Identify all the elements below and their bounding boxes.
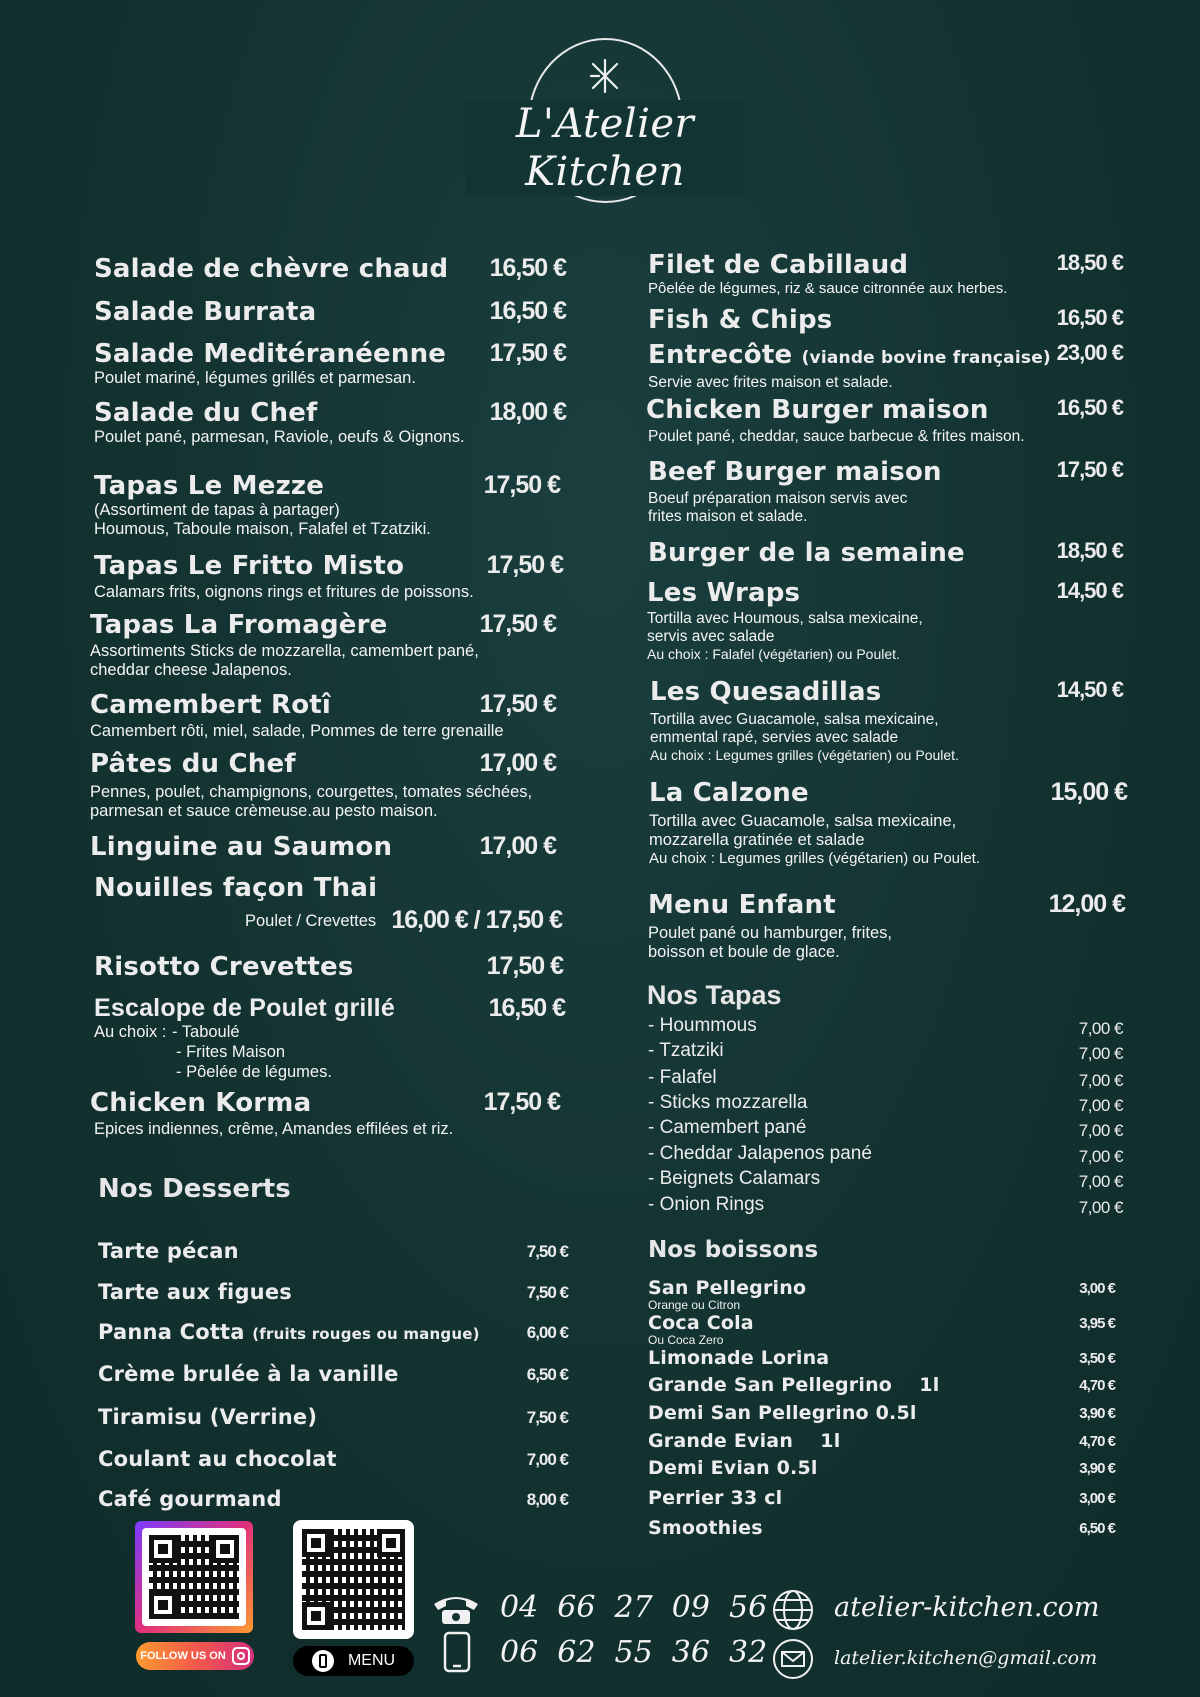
item-name: Demi San Pellegrino 0.5l [648, 1402, 917, 1424]
item-name: Tapas La Fromagère [90, 610, 388, 640]
globe-icon [771, 1588, 815, 1632]
item-desc: boisson et boule de glace. [648, 943, 840, 961]
item-name: La Calzone [649, 778, 809, 808]
dessert-item [98, 1487, 568, 1511]
item-price: 18,50 € [1056, 538, 1123, 563]
item-name: Burger de la semaine [648, 538, 965, 568]
item-name: Chicken Burger maison [646, 395, 989, 425]
item-desc: cheddar cheese Jalapenos. [90, 661, 292, 679]
drink-item [648, 1312, 1115, 1347]
item-desc: servis avec salade [647, 628, 775, 645]
tapas-title: Nos Tapas [647, 980, 782, 1010]
menu-item [649, 778, 1127, 867]
menu-item [94, 952, 566, 982]
item-desc: Poulet mariné, légumes grillés et parmesan. [94, 369, 416, 387]
drink-item [648, 1402, 1115, 1424]
item-desc: mozzarella gratinée et salade [649, 831, 865, 849]
fork-knife-icon [585, 56, 625, 96]
item-name: Beef Burger maison [648, 457, 942, 487]
item-price: 7,00 € [1078, 1071, 1123, 1090]
item-price: 7,00 € [1078, 1096, 1123, 1115]
item-desc: Tortilla avec Guacamole, salsa mexicaine, [650, 711, 939, 728]
menu-item [648, 340, 1123, 392]
item-note: Au choix : Legumes grilles (végétarien) ou Poulet. [650, 747, 959, 763]
item-desc: Camembert rôti, miel, salade, Pommes de terre grenaille [90, 722, 504, 740]
item-desc: Tortilla avec Houmous, salsa mexicaine, [647, 610, 923, 627]
item-name: Grande San Pellegrino 1l [648, 1374, 940, 1396]
tapa-item [648, 1015, 1123, 1037]
item-name: Les Wraps [647, 578, 801, 608]
item-price: 7,00 € [1078, 1044, 1123, 1063]
item-price: 3,90 € [1079, 1405, 1115, 1422]
item-desc: parmesan et sauce crèmeuse.au pesto maison. [90, 802, 438, 820]
drink-item [648, 1277, 1115, 1312]
dessert-item [98, 1239, 568, 1263]
instagram-qr-code[interactable] [135, 1521, 253, 1633]
item-name: Les Quesadillas [650, 677, 882, 707]
item-price: 3,00 € [1079, 1280, 1115, 1297]
menu-item [94, 994, 566, 1083]
menu-item [94, 339, 566, 388]
item-sub: Orange ou Citron [648, 1298, 741, 1312]
item-name: Pâtes du Chef [90, 749, 296, 779]
item-price: 17,50 € [486, 551, 563, 579]
item-name: Tarte pécan [98, 1239, 239, 1263]
item-desc: Poulet pané ou hamburger, frites, [648, 924, 892, 942]
item-price: 7,50 € [526, 1283, 568, 1302]
item-price: 17,50 € [489, 339, 566, 367]
menu-item [94, 471, 566, 539]
menu-item [90, 1088, 566, 1139]
item-name: Salade Burrata [94, 297, 317, 327]
item-variant: Poulet / Crevettes [245, 912, 377, 930]
menu-item [648, 457, 1123, 526]
follow-label: FOLLOW US ON [140, 1650, 226, 1662]
item-name: Tapas Le Fritto Misto [94, 551, 405, 581]
tapa-item [648, 1092, 1123, 1114]
drink-item [648, 1374, 1115, 1396]
item-name: Smoothies [648, 1517, 763, 1539]
item-desc: (Assortiment de tapas à partager) [94, 501, 340, 519]
menu-item [648, 538, 1123, 568]
item-price: 17,50 € [479, 690, 556, 718]
item-price: 7,50 € [526, 1408, 568, 1427]
tapa-item [648, 1168, 1123, 1190]
item-price: 18,50 € [1056, 250, 1123, 275]
item-name-text: Panna Cotta [98, 1320, 245, 1344]
item-name: Perrier 33 cl [648, 1487, 783, 1509]
tapa-item [648, 1040, 1123, 1062]
item-name [98, 1320, 568, 1344]
dessert-item [98, 1362, 568, 1386]
item-price: 16,50 € [489, 254, 566, 282]
mobile-phone-icon [443, 1631, 471, 1673]
item-name: - Cheddar Jalapenos pané [648, 1143, 872, 1164]
menu-item [648, 890, 1123, 962]
item-price: 7,00 € [1078, 1121, 1123, 1140]
item-desc: Poulet pané, cheddar, sauce barbecue & frites maison. [648, 428, 1025, 445]
item-name: Demi Evian 0.5l [648, 1457, 818, 1479]
item-name: Tiramisu (Verrine) [98, 1405, 318, 1429]
item-desc: Pôelée de légumes, riz & sauce citronnée aux herbes. [648, 280, 1008, 297]
item-price: 6,50 € [1079, 1520, 1115, 1537]
item-sub: Ou Coca Zero [648, 1333, 724, 1347]
item-name-text: Entrecôte [648, 340, 793, 370]
item-name: Filet de Cabillaud [648, 250, 909, 280]
item-name: Escalope de Poulet grillé [94, 994, 395, 1022]
item-name: Chicken Korma [90, 1088, 312, 1118]
item-price: 16,50 € [1056, 395, 1123, 420]
qr-pattern [302, 1529, 405, 1630]
item-price: 4,70 € [1079, 1377, 1115, 1394]
item-price: 17,50 € [483, 471, 560, 499]
item-name: Menu Enfant [648, 890, 836, 920]
item-price: 6,00 € [526, 1323, 568, 1342]
tapa-item [648, 1117, 1123, 1139]
item-price: 8,00 € [526, 1490, 568, 1509]
menu-item [648, 305, 1123, 335]
dessert-item [98, 1280, 568, 1304]
item-name: Limonade Lorina [648, 1347, 830, 1369]
drink-item [648, 1487, 1115, 1509]
email-icon [772, 1638, 814, 1680]
choice-label: Au choix : [94, 1023, 167, 1041]
menu-item [90, 749, 566, 821]
choice: - Taboulé [172, 1023, 240, 1041]
item-name: Risotto Crevettes [94, 952, 354, 982]
item-price: 7,00 € [1078, 1172, 1123, 1191]
item-name: Tapas Le Mezze [94, 471, 325, 501]
item-price: 12,00 € [1048, 890, 1125, 918]
menu-item [650, 677, 1123, 764]
item-name: Salade du Chef [94, 398, 318, 428]
item-desc: Assortiments Sticks de mozzarella, camembert pané, [90, 642, 479, 660]
item-price: 15,00 € [1050, 778, 1127, 806]
tapa-item [648, 1143, 1123, 1165]
item-price: 16,50 € [1056, 305, 1123, 330]
item-name: Nouilles façon Thai [94, 873, 378, 903]
item-price: 6,50 € [526, 1365, 568, 1384]
item-desc: Tortilla avec Guacamole, salsa mexicaine, [649, 812, 957, 830]
choice: - Pôelée de légumes. [176, 1063, 332, 1081]
menu-label: MENU [347, 1652, 396, 1669]
item-price: 14,50 € [1056, 677, 1123, 702]
item-note: Au choix : Legumes grilles (végétarien) ou Poulet. [649, 850, 981, 867]
item-price: 7,00 € [1078, 1147, 1123, 1166]
item-desc: frites maison et salade. [648, 508, 808, 525]
item-name: Grande Evian 1l [648, 1430, 841, 1452]
dessert-item [98, 1447, 568, 1471]
item-name: Crème brulée à la vanille [98, 1362, 399, 1386]
website-link[interactable]: atelier-kitchen.com [834, 1592, 1100, 1623]
item-name: Salade de chèvre chaud [94, 254, 449, 284]
item-price: 17,00 € [479, 749, 556, 777]
item-price: 16,50 € [489, 297, 566, 325]
tapa-item [648, 1067, 1123, 1089]
item-desc: Houmous, Taboule maison, Falafel et Tzatziki. [94, 520, 431, 538]
instagram-icon [232, 1647, 250, 1665]
item-price: 7,00 € [1078, 1198, 1123, 1217]
item-name: Camembert Rotî [90, 690, 332, 720]
item-price: 3,95 € [1079, 1315, 1115, 1332]
item-price: 3,00 € [1079, 1490, 1115, 1507]
menu-item [94, 297, 566, 327]
menu-button[interactable] [293, 1646, 414, 1676]
mobile-number[interactable]: 06 62 55 36 32 [500, 1635, 768, 1670]
item-price: 3,50 € [1079, 1350, 1115, 1367]
item-desc: Pennes, poulet, champignons, courgettes, tomates séchées, [90, 783, 533, 801]
drink-item [648, 1517, 1115, 1539]
drink-item [648, 1457, 1115, 1479]
item-note: (fruits rouges ou mangue) [252, 1325, 480, 1343]
item-name: - Camembert pané [648, 1117, 807, 1138]
menu-item [90, 832, 566, 862]
menu-item [94, 398, 566, 447]
item-price: 17,50 € [483, 1088, 560, 1116]
logo-text: L'Atelier Kitchen [465, 100, 745, 196]
menu-qr-code[interactable] [293, 1520, 414, 1639]
item-name: - Falafel [648, 1067, 717, 1088]
menu-item [90, 690, 566, 741]
item-price: 14,50 € [1056, 578, 1123, 603]
menu-item [646, 395, 1123, 446]
item-name: Tarte aux figues [98, 1280, 292, 1304]
choices [94, 1023, 566, 1083]
menu-item [94, 873, 566, 934]
logo [465, 38, 745, 203]
item-name: Linguine au Saumon [90, 832, 393, 862]
item-price: 23,00 € [1056, 340, 1123, 365]
item-price: 16,00 € / 17,50 € [391, 906, 562, 934]
item-name: Salade Meditéranéenne [94, 339, 447, 369]
item-desc: Boeuf préparation maison servis avec [648, 490, 908, 507]
dessert-item [98, 1405, 568, 1429]
item-price: 17,50 € [1056, 457, 1123, 482]
item-price: 17,00 € [479, 832, 556, 860]
choice: - Frites Maison [176, 1043, 286, 1061]
item-name: - Hoummous [648, 1015, 757, 1036]
item-desc: Calamars frits, oignons rings et fritures de poissons. [94, 583, 474, 601]
menu-item [94, 551, 566, 602]
item-price: 3,90 € [1079, 1460, 1115, 1477]
item-name: Coulant au chocolat [98, 1447, 337, 1471]
phone-icon [312, 1650, 334, 1672]
item-price: 18,00 € [489, 398, 566, 426]
item-price: 7,00 € [1078, 1019, 1123, 1038]
email-link[interactable]: latelier.kitchen@gmail.com [834, 1647, 1098, 1669]
item-desc: emmental rapé, servies avec salade [650, 729, 899, 746]
item-desc: Poulet pané, parmesan, Raviole, oeufs & Oignons. [94, 428, 465, 446]
menu-item [648, 250, 1123, 297]
item-note: Au choix : Falafel (végétarien) ou Poulet. [647, 646, 900, 662]
item-name: - Sticks mozzarella [648, 1092, 808, 1113]
tapa-item [648, 1194, 1123, 1216]
item-name: - Beignets Calamars [648, 1168, 821, 1189]
phone-number[interactable]: 04 66 27 09 56 [500, 1590, 768, 1625]
item-name: San Pellegrino [648, 1277, 807, 1299]
item-price: 4,70 € [1079, 1433, 1115, 1450]
item-price: 17,50 € [479, 610, 556, 638]
qr-pattern [149, 1535, 239, 1619]
telephone-icon [430, 1592, 482, 1626]
follow-us-instagram-button[interactable] [136, 1642, 254, 1670]
item-note: (viande bovine française) [801, 348, 1051, 368]
dessert-item [98, 1320, 568, 1344]
item-name: Fish & Chips [648, 305, 833, 335]
drink-item [648, 1430, 1115, 1452]
item-price: 7,50 € [526, 1242, 568, 1261]
item-name: Café gourmand [98, 1487, 282, 1511]
item-price: 7,00 € [526, 1450, 568, 1469]
menu-item [94, 254, 566, 284]
item-name: - Tzatziki [648, 1040, 724, 1061]
item-price: 17,50 € [486, 952, 563, 980]
item-name: - Onion Rings [648, 1194, 765, 1215]
menu-item [90, 610, 566, 680]
drinks-title: Nos boissons [648, 1237, 819, 1263]
item-name: Coca Cola [648, 1312, 754, 1334]
menu-item [647, 578, 1123, 663]
item-name [648, 340, 1123, 370]
drink-item [648, 1347, 1115, 1369]
desserts-title: Nos Desserts [98, 1174, 291, 1204]
item-price: 16,50 € [488, 994, 565, 1022]
item-desc: Epices indiennes, crême, Amandes effilées et riz. [94, 1120, 454, 1138]
item-desc: Servie avec frites maison et salade. [648, 374, 893, 391]
